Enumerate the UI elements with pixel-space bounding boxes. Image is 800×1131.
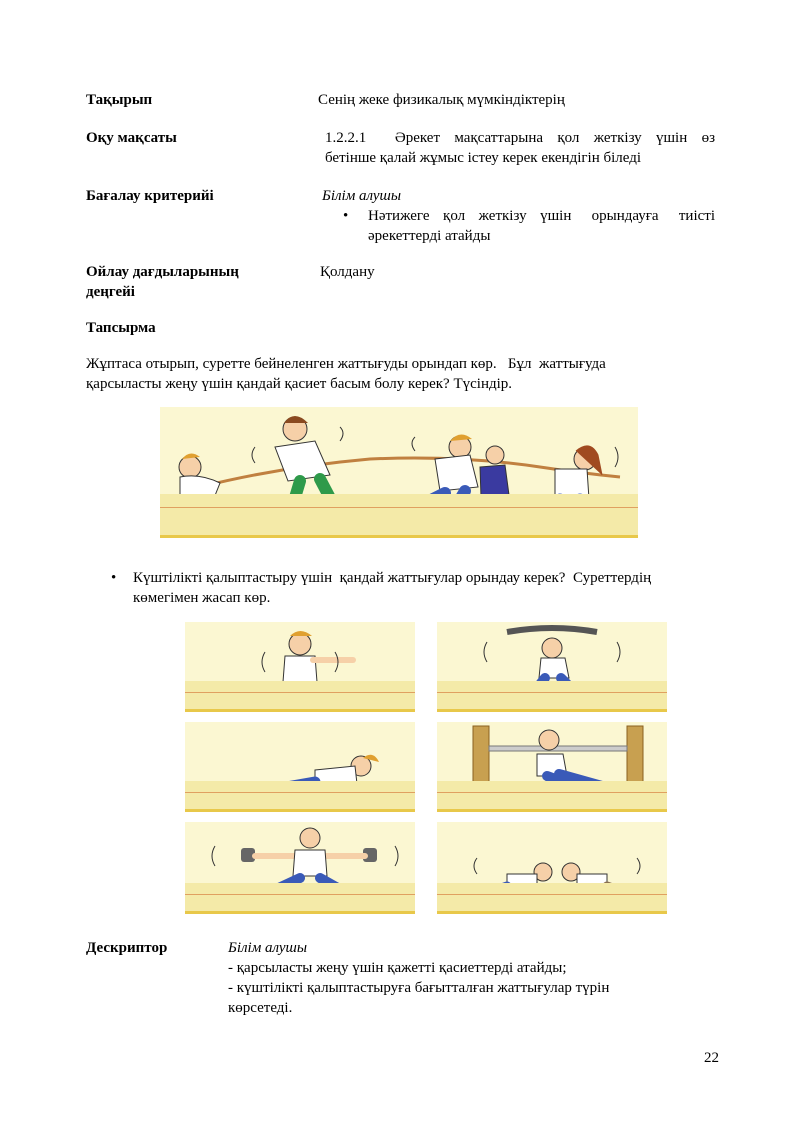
objective-line1: 1.2.2.1 Әрекет мақсаттарына қол жеткізу үшін өз	[325, 130, 715, 146]
push-up-exercise-picture	[185, 722, 415, 812]
task-bullet-line2: көмегімен жасап көр.	[133, 590, 271, 606]
criteria-intro: Білім алушы	[322, 188, 402, 204]
descriptor-line1: - қарсыласты жеңу үшін қажетті қасиеттерді атайды;	[228, 960, 567, 976]
topic-label: Тақырып	[86, 92, 153, 108]
tug-of-war-picture	[160, 407, 638, 538]
squat-exercise-picture	[185, 622, 415, 712]
task-bullet-icon: •	[111, 570, 117, 586]
band-stretch-exercise-picture	[437, 622, 667, 712]
thinking-label-line2: деңгейі	[86, 284, 135, 300]
thinking-label-line1: Ойлау дағдыларының	[86, 264, 239, 280]
topic-value: Сенің жеке физикалық мүмкіндіктерің	[318, 92, 565, 108]
criteria-bullet-line1: Нәтижеге қол жеткізу үшін орындауға тиісті	[368, 208, 715, 224]
criteria-label: Бағалау критерийі	[86, 188, 214, 204]
thinking-value: Қолдану	[320, 264, 375, 280]
criteria-bullet-line2: әрекеттерді атайды	[368, 228, 491, 244]
page-number: 22	[704, 1050, 719, 1066]
task-label: Тапсырма	[86, 320, 156, 336]
criteria-bullet-icon: •	[343, 208, 349, 224]
dumbbell-exercise-picture	[185, 822, 415, 914]
task-bullet-line1: Күштілікті қалыптастыру үшін қандай жаттығулар орындау керек? Суреттердің	[133, 570, 652, 586]
task-line1: Жұптаса отырып, суретте бейнеленген жаттығуды орындап көр. Бұл жаттығуда	[86, 356, 606, 372]
pull-up-bar-exercise-picture	[437, 722, 667, 812]
objective-label: Оқу мақсаты	[86, 130, 177, 146]
task-line2: қарсыласты жеңу үшін қандай қасиет басым болу керек? Түсіндір.	[86, 376, 513, 392]
partner-push-exercise-picture	[437, 822, 667, 914]
descriptor-line3: көрсетеді.	[228, 1000, 293, 1016]
descriptor-line2: - күштілікті қалыптастыруға бағытталған жаттығулар түрін	[228, 980, 610, 996]
objective-line2: бетінше қалай жұмыс істеу керек екендігін біледі	[325, 150, 642, 166]
descriptor-label: Дескриптор	[86, 940, 168, 956]
descriptor-intro: Білім алушы	[228, 940, 308, 956]
